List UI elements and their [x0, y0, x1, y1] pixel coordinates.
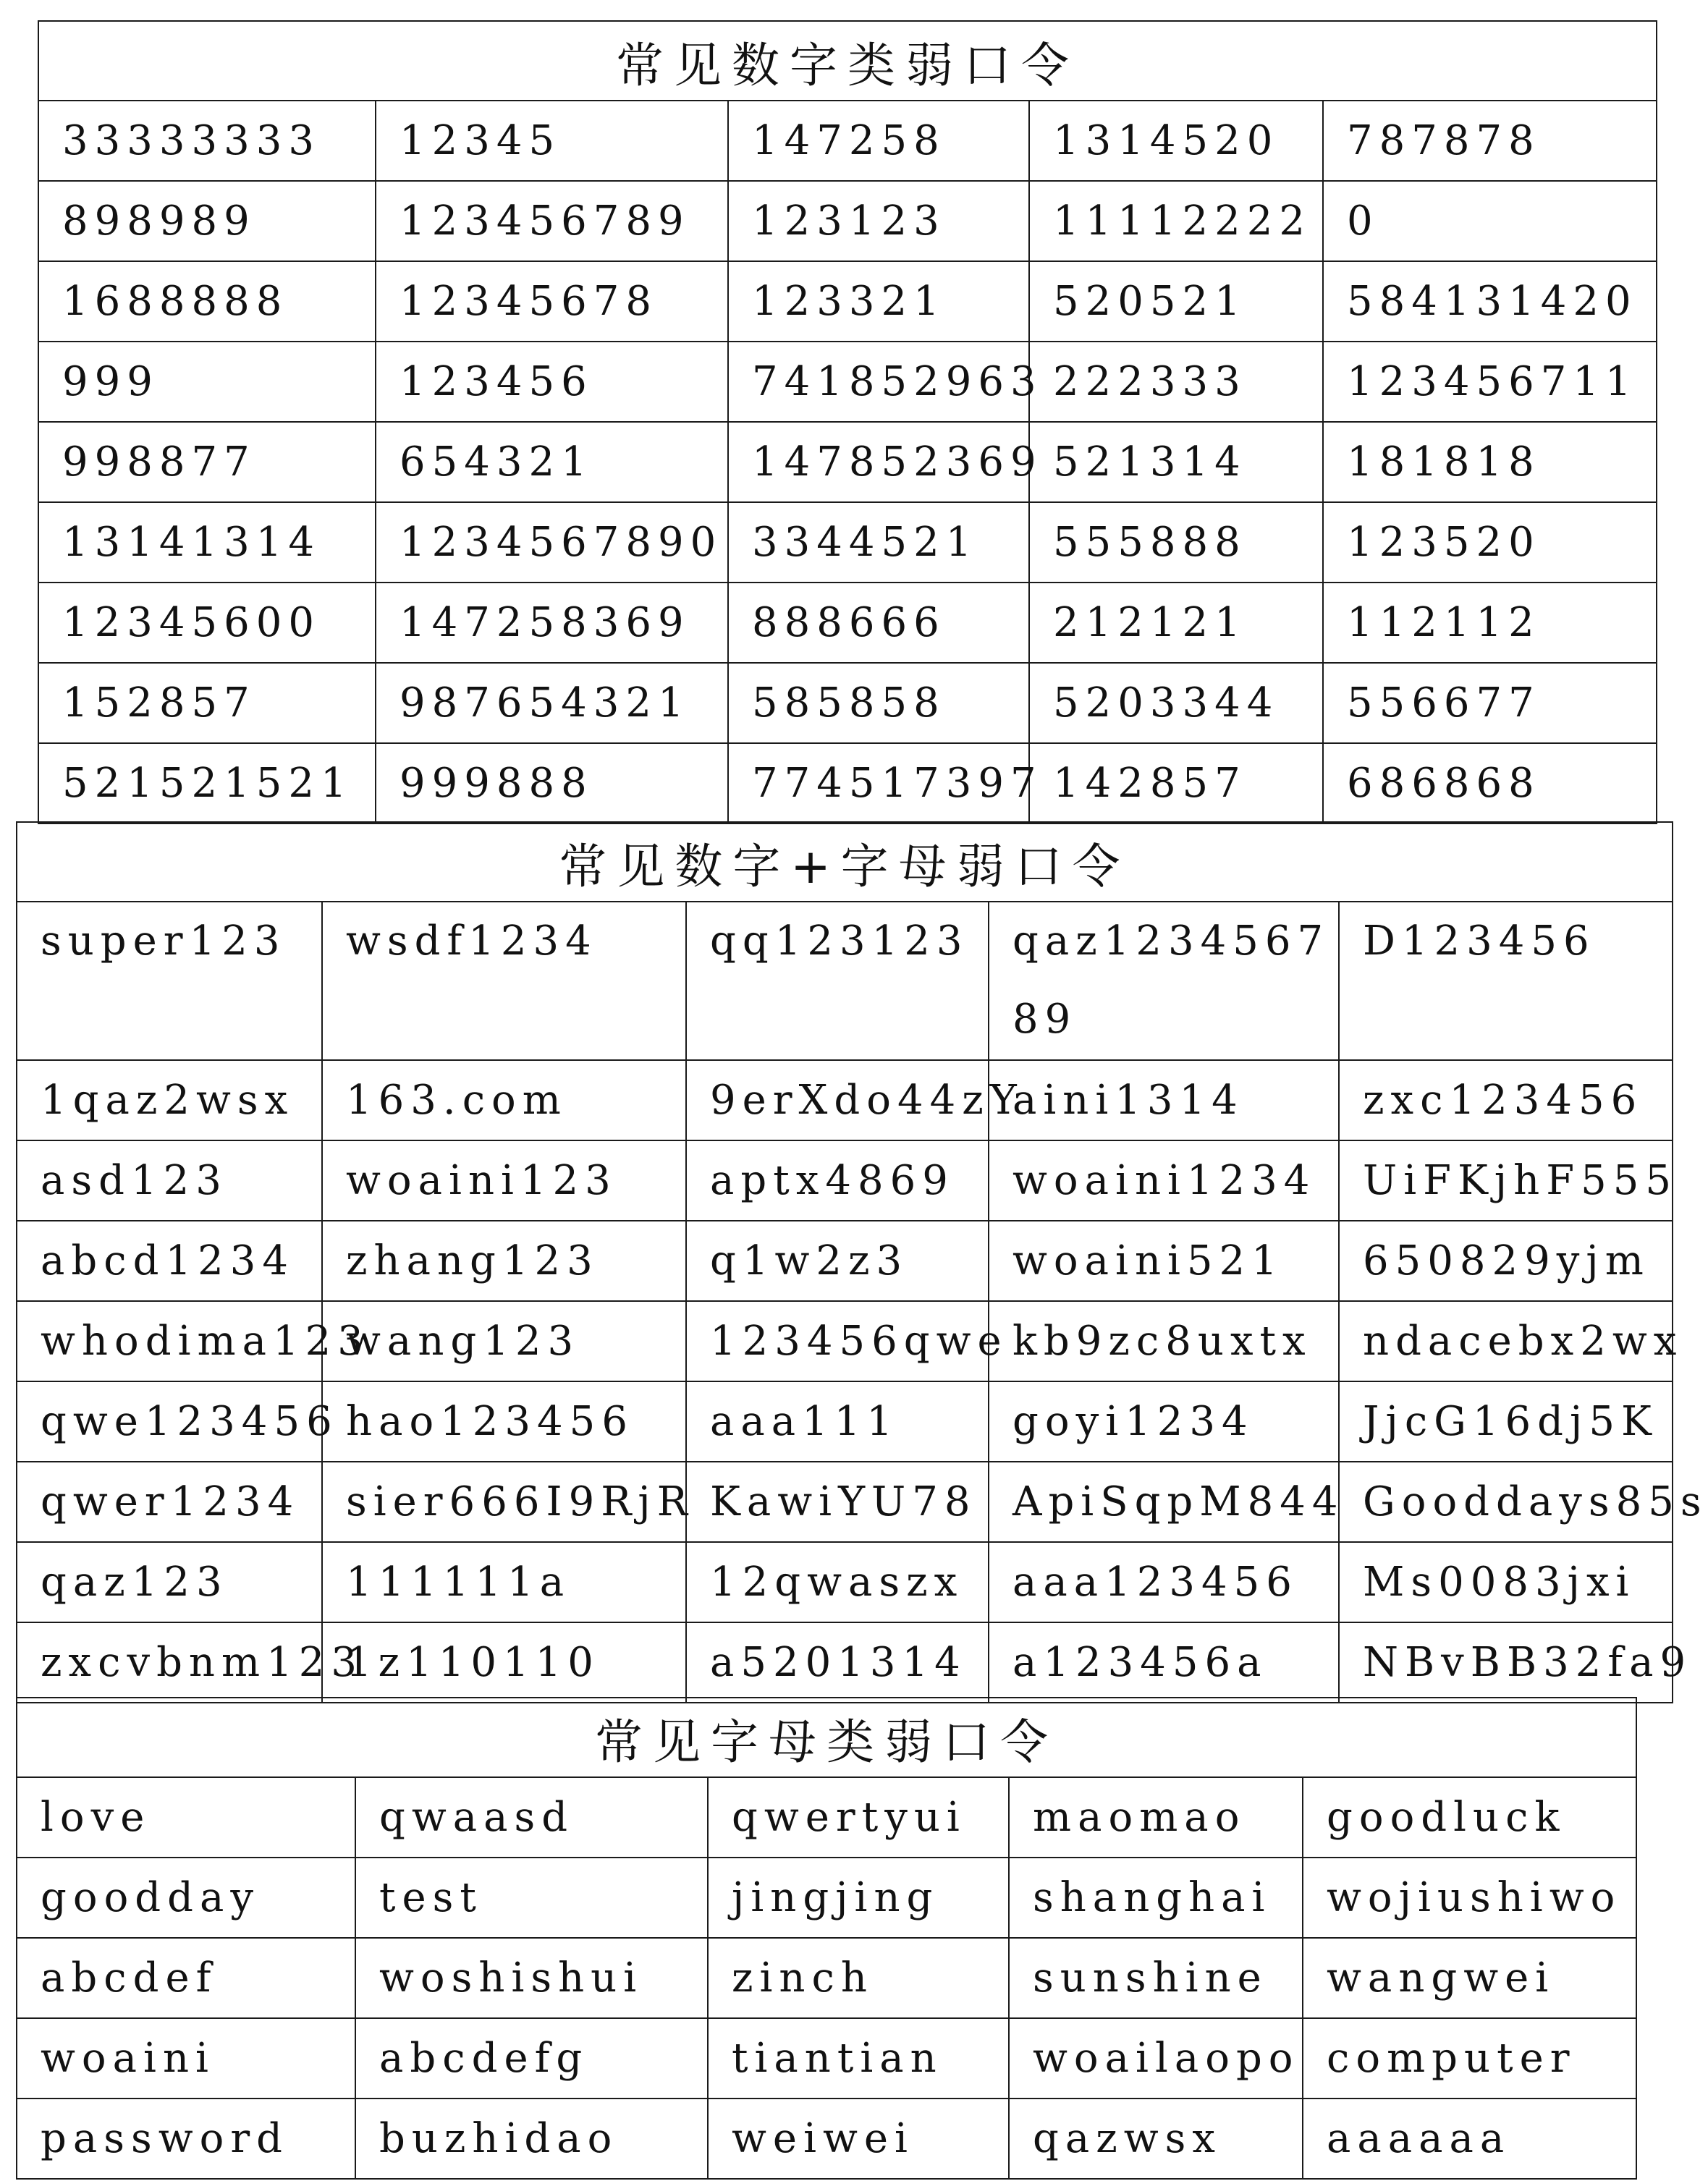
password-cell: Ms0083jxi [1339, 1542, 1673, 1622]
password-cell: weiwei [708, 2099, 1009, 2179]
alphanumeric-weak-password-table [16, 821, 1708, 1703]
password-cell: NBvBB32fa9 [1339, 1622, 1673, 1703]
password-cell: 147258369 [376, 583, 728, 663]
password-cell: password [17, 2099, 355, 2179]
alphabetic-weak-password-table [16, 1697, 1637, 2180]
password-cell: 521314 [1029, 422, 1323, 502]
password-cell: 222333 [1029, 342, 1323, 422]
table-row [17, 1858, 1636, 1938]
table-row [38, 342, 1657, 422]
password-cell: 787878 [1323, 101, 1657, 181]
password-cell: 521521521 [38, 743, 376, 823]
password-cell: 33333333 [38, 101, 376, 181]
password-cell: ApiSqpM844 [989, 1462, 1339, 1542]
table-row [17, 1777, 1636, 1858]
password-cell: woshishui [355, 1938, 708, 2018]
password-cell: 585858 [728, 663, 1029, 743]
password-cell: woaini1234 [989, 1140, 1339, 1221]
password-cell: tiantian [708, 2018, 1009, 2099]
password-cell: 9erXdo44zY [686, 1060, 989, 1140]
password-cell: 163.com [322, 1060, 686, 1140]
password-cell: 898989 [38, 181, 376, 261]
password-cell: 212121 [1029, 583, 1323, 663]
numeric-weak-password-table [38, 20, 1657, 824]
table-row [38, 181, 1657, 261]
password-cell: test [355, 1858, 708, 1938]
password-cell: asd123 [17, 1140, 322, 1221]
table-row [17, 1622, 1673, 1703]
table-row [17, 2018, 1636, 2099]
password-cell: aaa123456 [989, 1542, 1339, 1622]
password-cell: 123321 [728, 261, 1029, 342]
password-cell: 12345678 [376, 261, 728, 342]
table-row [38, 663, 1657, 743]
table-row [17, 1938, 1636, 2018]
password-cell: sunshine [1009, 1938, 1303, 2018]
password-cell: goodday [17, 1858, 355, 1938]
password-cell: qwe123456 [17, 1381, 322, 1462]
password-cell: 987654321 [376, 663, 728, 743]
password-cell: aaa111 [686, 1381, 989, 1462]
password-cell: 3344521 [728, 502, 1029, 583]
password-cell: UiFKjhF555 [1339, 1140, 1673, 1221]
table-row [38, 583, 1657, 663]
password-cell: 555888 [1029, 502, 1323, 583]
password-cell: 123456711 [1323, 342, 1657, 422]
password-cell: wojiushiwo [1303, 1858, 1636, 1938]
password-cell: wang123 [322, 1301, 686, 1381]
password-cell: 5203344 [1029, 663, 1323, 743]
password-cell: 181818 [1323, 422, 1657, 502]
password-cell: 123456789 [376, 181, 728, 261]
password-cell: qwaasd [355, 1777, 708, 1858]
password-cell: qaz123456789 [989, 902, 1339, 1060]
table-row [17, 1221, 1673, 1301]
table-row [17, 1301, 1673, 1381]
password-cell: aptx4869 [686, 1140, 989, 1221]
password-cell: abcdefg [355, 2018, 708, 2099]
table-row [38, 422, 1657, 502]
table-row [17, 1462, 1673, 1542]
password-cell: goyi1234 [989, 1381, 1339, 1462]
password-cell: 741852963 [728, 342, 1029, 422]
password-cell: 1qaz2wsx [17, 1060, 322, 1140]
password-cell: abcdef [17, 1938, 355, 2018]
password-cell: abcd1234 [17, 1221, 322, 1301]
password-cell: jingjing [708, 1858, 1009, 1938]
password-cell: zhang123 [322, 1221, 686, 1301]
password-cell: 0 [1323, 181, 1657, 261]
password-cell: qq123123 [686, 902, 989, 1060]
password-cell: a5201314 [686, 1622, 989, 1703]
table-row [17, 902, 1673, 1060]
table-row [38, 743, 1657, 823]
password-cell: 1314520 [1029, 101, 1323, 181]
password-cell: D123456 [1339, 902, 1673, 1060]
password-cell: 650829yjm [1339, 1221, 1673, 1301]
password-cell: 152857 [38, 663, 376, 743]
section-title: 常见数字类弱口令 [38, 21, 1657, 101]
section-title: 常见字母类弱口令 [17, 1698, 1636, 1777]
password-cell: zxc123456 [1339, 1060, 1673, 1140]
password-cell: qaz123 [17, 1542, 322, 1622]
password-cell: 654321 [376, 422, 728, 502]
password-cell: 147258 [728, 101, 1029, 181]
password-cell: a123456a [989, 1622, 1339, 1703]
password-cell: qwer1234 [17, 1462, 322, 1542]
password-cell: aaaaaa [1303, 2099, 1636, 2179]
password-cell: 12345600 [38, 583, 376, 663]
password-cell: woaini521 [989, 1221, 1339, 1301]
table-row [17, 1140, 1673, 1221]
password-cell: wangwei [1303, 1938, 1636, 2018]
password-cell: 1234567890 [376, 502, 728, 583]
password-cell: 520521 [1029, 261, 1323, 342]
password-cell: 123520 [1323, 502, 1657, 583]
password-cell: KawiYU78 [686, 1462, 989, 1542]
password-cell: sier666I9RjR [322, 1462, 686, 1542]
password-cell: 123123 [728, 181, 1029, 261]
table-row [17, 2099, 1636, 2179]
password-cell: 123456 [376, 342, 728, 422]
password-cell: love [17, 1777, 355, 1858]
password-cell: 998877 [38, 422, 376, 502]
table-row [17, 1381, 1673, 1462]
password-cell: goodluck [1303, 1777, 1636, 1858]
password-cell: 774517397 [728, 743, 1029, 823]
password-cell: shanghai [1009, 1858, 1303, 1938]
password-cell: 11112222 [1029, 181, 1323, 261]
password-cell: 556677 [1323, 663, 1657, 743]
password-cell: wsdf1234 [322, 902, 686, 1060]
password-cell: qazwsx [1009, 2099, 1303, 2179]
password-cell: 13141314 [38, 502, 376, 583]
password-cell: 1z110110 [322, 1622, 686, 1703]
password-cell: 111111a [322, 1542, 686, 1622]
password-cell: 1688888 [38, 261, 376, 342]
password-cell: Gooddays85s [1339, 1462, 1673, 1542]
password-cell: woaini123 [322, 1140, 686, 1221]
table-row [38, 502, 1657, 583]
password-cell: ndacebx2wx [1339, 1301, 1673, 1381]
password-cell: kb9zc8uxtx [989, 1301, 1339, 1381]
password-cell: 999888 [376, 743, 728, 823]
password-cell: 147852369 [728, 422, 1029, 502]
password-cell: woaini [17, 2018, 355, 2099]
password-cell: zinch [708, 1938, 1009, 2018]
table-row [17, 1060, 1673, 1140]
password-cell: 999 [38, 342, 376, 422]
table-row [38, 101, 1657, 181]
password-cell: buzhidao [355, 2099, 708, 2179]
password-cell: aini1314 [989, 1060, 1339, 1140]
password-cell: 12345 [376, 101, 728, 181]
password-cell: hao123456 [322, 1381, 686, 1462]
password-cell: super123 [17, 902, 322, 1060]
password-cell: 123456qwe [686, 1301, 989, 1381]
password-cell: whodima123 [17, 1301, 322, 1381]
password-cell: zxcvbnm123 [17, 1622, 322, 1703]
password-cell: 888666 [728, 583, 1029, 663]
password-cell: 12qwaszx [686, 1542, 989, 1622]
password-cell: qwertyui [708, 1777, 1009, 1858]
password-cell: computer [1303, 2018, 1636, 2099]
password-cell: 686868 [1323, 743, 1657, 823]
password-cell: 584131420 [1323, 261, 1657, 342]
password-cell: maomao [1009, 1777, 1303, 1858]
password-cell: 112112 [1323, 583, 1657, 663]
password-cell: woailaopo [1009, 2018, 1303, 2099]
table-row [17, 1542, 1673, 1622]
password-cell: 142857 [1029, 743, 1323, 823]
password-cell: JjcG16dj5K [1339, 1381, 1673, 1462]
section-title: 常见数字+字母弱口令 [17, 822, 1673, 902]
table-row [38, 261, 1657, 342]
password-cell: q1w2z3 [686, 1221, 989, 1301]
